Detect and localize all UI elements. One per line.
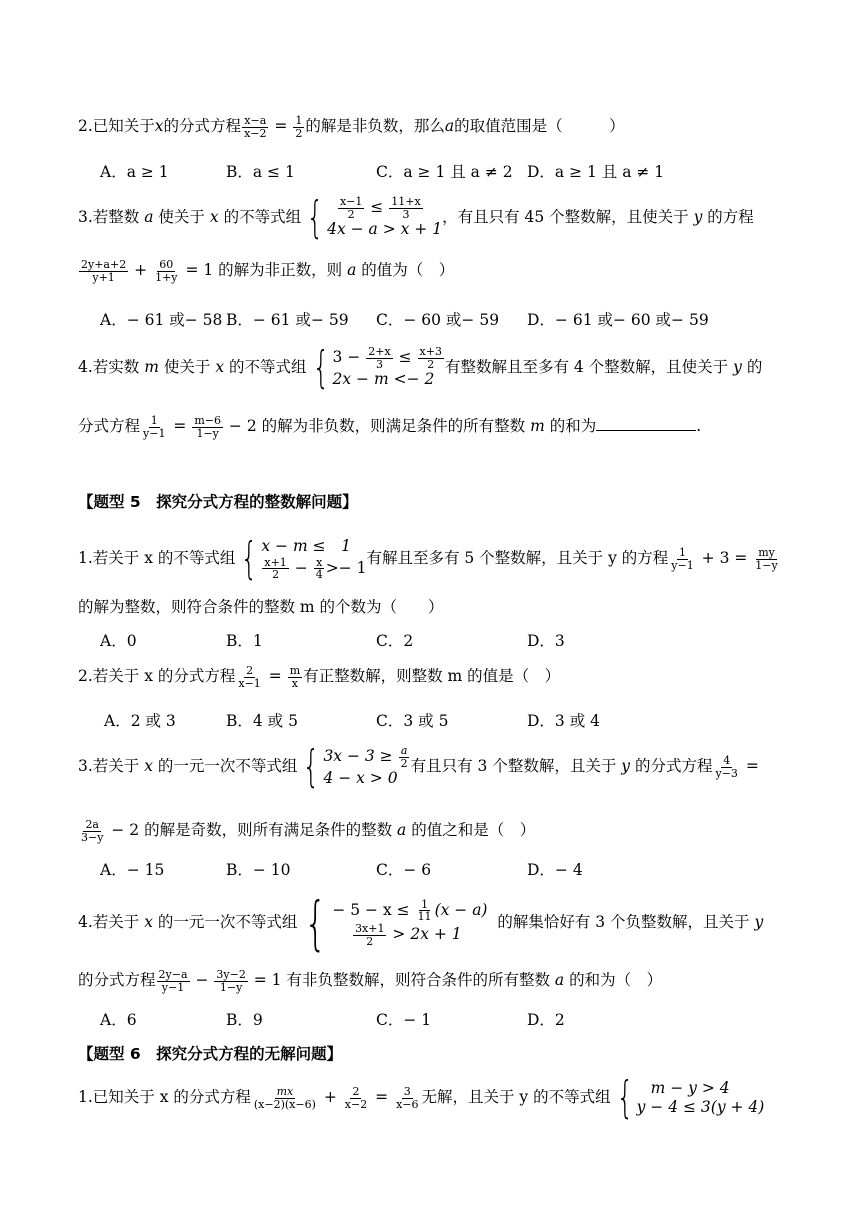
text: 的不等式组 xyxy=(229,358,307,376)
text: = xyxy=(274,117,288,135)
inequality-system xyxy=(297,741,410,792)
text: >− 1 xyxy=(325,558,367,577)
option-a: A．a ≥ 1 xyxy=(100,163,169,181)
option-a: A．− 61 或− 58 xyxy=(100,311,223,329)
option-a: A．6 xyxy=(100,1011,137,1029)
option-a: A．2 或 3 xyxy=(104,712,176,730)
system-row-1 xyxy=(332,899,487,923)
text: 的值为（ ） xyxy=(361,261,455,279)
text: − 5 − x ≤ xyxy=(332,900,410,919)
text: = 1 有非负整数解，则符合条件的所有整数 xyxy=(253,971,550,989)
text: + 3 = xyxy=(701,549,748,567)
option-a: A．0 xyxy=(100,632,137,650)
denominator: (x−2)(x−6) xyxy=(253,1097,316,1111)
denominator: 2 xyxy=(347,207,355,221)
system-row-2 xyxy=(332,923,487,947)
text: = xyxy=(173,417,187,435)
text: − xyxy=(294,558,308,577)
var-a: a xyxy=(444,117,455,135)
text: ≤ xyxy=(370,198,384,217)
text: = xyxy=(268,667,282,685)
numerator: a xyxy=(400,744,408,758)
option-d: D．3 xyxy=(527,632,565,650)
numerator: 2+x xyxy=(368,345,391,359)
option-d: D．a ≥ 1 且 a ≠ 1 xyxy=(527,163,665,181)
text: 3x − 3 ≥ xyxy=(323,747,393,766)
denominator: 1+y xyxy=(155,270,178,284)
text: 的分式方程 xyxy=(163,117,242,135)
numerator: my xyxy=(758,545,775,559)
text: 3.若关于 xyxy=(78,757,140,775)
inequality-system xyxy=(307,342,445,393)
text: 的分式方程 xyxy=(78,971,156,989)
brace: { xyxy=(312,342,329,393)
text: 有解且至多有 5 个整数解，且关于 y 的方程 xyxy=(366,549,669,567)
inequality-system xyxy=(297,889,488,957)
denominator: 3 xyxy=(402,207,410,221)
numerator: 2a xyxy=(85,817,99,831)
option-d: D．3 或 4 xyxy=(527,712,601,730)
numerator: 4 xyxy=(723,753,731,767)
denominator: y−3 xyxy=(715,766,738,780)
text: 1.若关于 x 的不等式组 xyxy=(78,549,236,567)
option-b: B．4 或 5 xyxy=(226,712,298,730)
section-heading-6: 【题型 6 探究分式方程的无解问题】 xyxy=(78,1045,343,1063)
text: ，有且只有 45 个整数解，且使关于 xyxy=(442,208,689,226)
section-heading-5: 【题型 5 探究分式方程的整数解问题】 xyxy=(78,493,358,511)
brace: { xyxy=(616,1072,634,1123)
denominator: y−1 xyxy=(143,426,166,440)
var-m: m xyxy=(530,417,545,435)
text: 使关于 xyxy=(158,208,205,226)
text: = xyxy=(375,1088,389,1106)
text: 的值之和是（ ） xyxy=(411,821,536,839)
option-c: C．3 或 5 xyxy=(376,712,449,730)
text: 的分式方程 xyxy=(634,757,713,775)
text: = 1 的解为非正数，则 xyxy=(185,261,343,279)
denominator: 2 xyxy=(295,126,303,140)
denominator: 2 xyxy=(427,357,435,371)
brace: { xyxy=(303,741,320,792)
text: 3.若整数 xyxy=(78,208,140,226)
answer-blank[interactable] xyxy=(596,416,696,431)
denominator: 4 xyxy=(315,568,323,582)
text: 的解是非负数，那么 xyxy=(305,117,445,135)
system-row-2: 4x − a > x + 1 xyxy=(327,220,443,239)
text: 4.若实数 xyxy=(78,358,140,376)
var-a: a xyxy=(397,821,407,839)
denominator: 1−y xyxy=(219,980,243,994)
text: 4.若关于 xyxy=(78,913,140,931)
text: − 2 的解为非负数，则满足条件的所有整数 xyxy=(228,417,526,435)
numerator: 3y−2 xyxy=(216,967,246,981)
denominator: 3−y xyxy=(81,830,104,844)
denominator: 1−y xyxy=(755,558,778,572)
question-3b xyxy=(78,741,759,792)
denominator: 2 xyxy=(400,756,408,770)
var-x: x xyxy=(154,117,164,135)
var-y: y xyxy=(733,358,742,376)
text: 的一元一次不等式组 xyxy=(157,757,298,775)
inequality-system xyxy=(301,192,443,243)
text: 的不等式组 xyxy=(223,208,302,226)
option-b: B．a ≤ 1 xyxy=(226,163,295,181)
text: 的 xyxy=(746,358,763,376)
system-row-2: y − 4 ≤ 3(y + 4) xyxy=(636,1098,765,1116)
numerator: 1 xyxy=(421,897,429,911)
text: 2.若关于 x 的分式方程 xyxy=(78,667,236,685)
denominator: x−1 xyxy=(238,676,261,690)
text: 2.已知关于 xyxy=(78,117,155,135)
var-x: x xyxy=(215,358,225,376)
denominator: y+1 xyxy=(92,270,115,284)
text: 分式方程 xyxy=(78,417,141,435)
option-c: C．− 1 xyxy=(376,1011,432,1029)
question-4b xyxy=(78,889,764,957)
var-a: a xyxy=(144,208,154,226)
text: 的一元一次不等式组 xyxy=(157,913,298,931)
fraction xyxy=(242,115,268,139)
text: ≤ xyxy=(398,348,412,367)
option-c: C．− 6 xyxy=(376,861,432,879)
text: 有且只有 3 个整数解，且关于 xyxy=(410,757,617,775)
question-1b xyxy=(78,533,781,584)
numerator: 2y−a xyxy=(158,967,188,981)
text: 有整数解且至多有 4 个整数解，且使关于 xyxy=(444,358,729,376)
denominator: 11 xyxy=(417,910,432,924)
brace: { xyxy=(240,533,258,584)
text: 有正整数解，则整数 m 的值是（ ） xyxy=(303,667,561,685)
text: > 2x + 1 xyxy=(392,925,462,944)
question-2a xyxy=(78,114,625,139)
option-d: D．− 61 或− 60 或− 59 xyxy=(527,311,709,329)
text: 3 − xyxy=(332,348,361,367)
numerator: 60 xyxy=(159,257,174,271)
numerator: m xyxy=(289,663,301,677)
numerator: 11+x xyxy=(391,195,421,209)
system-row-1: x − m ≤ 1 xyxy=(261,537,351,556)
denominator: x−2 xyxy=(244,126,267,140)
numerator: x xyxy=(316,555,323,569)
question-3b-line2 xyxy=(78,818,535,843)
numerator: 2 xyxy=(352,1084,360,1098)
numerator: 3 xyxy=(403,1084,411,1098)
fraction xyxy=(293,115,304,139)
var-y: y xyxy=(693,208,703,226)
question-2b xyxy=(78,664,560,689)
text: 的取值范围是（ ） xyxy=(454,117,625,135)
denominator: 2 xyxy=(272,568,280,582)
brace: { xyxy=(306,192,324,243)
option-b: B．− 61 或− 59 xyxy=(226,311,349,329)
question-4b-line2 xyxy=(78,968,662,993)
var-y: y xyxy=(621,757,631,775)
denominator: 2 xyxy=(366,934,374,948)
inequality-system xyxy=(235,533,367,584)
var-x: x xyxy=(209,208,219,226)
text: = xyxy=(745,757,759,775)
option-c: C．2 xyxy=(376,632,414,650)
system-row-1 xyxy=(333,346,445,370)
numerator: x−a xyxy=(244,113,267,127)
option-c: C．− 60 或− 59 xyxy=(376,311,500,329)
text: + xyxy=(323,1088,337,1106)
option-d: D．− 4 xyxy=(527,861,583,879)
system-row-1: m − y > 4 xyxy=(650,1078,730,1097)
option-b: B．− 10 xyxy=(226,861,291,879)
numerator: m−6 xyxy=(194,413,221,427)
brace: { xyxy=(304,889,327,957)
text: 的和为 xyxy=(549,417,597,435)
question-4a-line2 xyxy=(78,414,701,439)
denominator: 1−y xyxy=(196,426,219,440)
text: − 2 的解是奇数，则所有满足条件的整数 xyxy=(111,821,393,839)
system-row-1 xyxy=(327,196,442,220)
var-a: a xyxy=(347,261,357,279)
system-row-2 xyxy=(261,557,366,581)
var-y: y xyxy=(754,913,764,931)
numerator: x+3 xyxy=(419,345,442,359)
system-row-2: 4 − x > 0 xyxy=(323,769,398,788)
denominator: x xyxy=(291,676,299,690)
option-d: D．2 xyxy=(527,1011,565,1029)
denominator: y−1 xyxy=(161,980,185,994)
numerator: 1 xyxy=(679,545,686,559)
denominator: y−1 xyxy=(671,558,694,572)
numerator: x−1 xyxy=(339,195,363,209)
numerator: 2y+a+2 xyxy=(81,257,127,271)
denominator: x−6 xyxy=(396,1097,419,1111)
text: 的解集恰好有 3 个负整数解，且关于 xyxy=(497,913,750,931)
inequality-system xyxy=(611,1072,765,1123)
question-4a xyxy=(78,342,763,393)
numerator: 1 xyxy=(295,113,303,127)
text: 无解，且关于 y 的不等式组 xyxy=(421,1088,611,1106)
text: + xyxy=(134,261,148,279)
numerator: 1 xyxy=(150,413,158,427)
text: (x − a) xyxy=(434,900,488,919)
text: . xyxy=(696,417,702,435)
numerator: x+1 xyxy=(264,555,287,569)
var-m: m xyxy=(144,358,159,376)
numerator: 3x+1 xyxy=(355,922,385,935)
option-b: B．9 xyxy=(226,1011,263,1029)
system-row-2: 2x − m <− 2 xyxy=(332,370,435,389)
option-a: A．− 15 xyxy=(100,861,165,879)
question-3a-line2 xyxy=(78,258,454,283)
var-x: x xyxy=(144,913,153,931)
numerator: mx xyxy=(276,1084,294,1098)
denominator: 3 xyxy=(375,357,383,371)
text: − xyxy=(195,971,209,989)
text: 的和为（ ） xyxy=(569,971,663,989)
var-a: a xyxy=(554,971,565,989)
question-1c xyxy=(78,1072,765,1123)
option-c: C．a ≥ 1 且 a ≠ 2 xyxy=(376,163,513,181)
system-row-1 xyxy=(323,745,410,769)
question-3a xyxy=(78,192,754,243)
text: 的方程 xyxy=(707,208,754,226)
text: 1.已知关于 x 的分式方程 xyxy=(78,1088,251,1106)
text: 使关于 xyxy=(163,358,211,376)
question-1b-line2: 的解为整数，则符合条件的整数 m 的个数为（ ） xyxy=(78,598,444,616)
var-x: x xyxy=(144,757,153,775)
numerator: 2 xyxy=(246,663,254,677)
option-b: B．1 xyxy=(226,632,263,650)
denominator: x−2 xyxy=(344,1097,368,1111)
